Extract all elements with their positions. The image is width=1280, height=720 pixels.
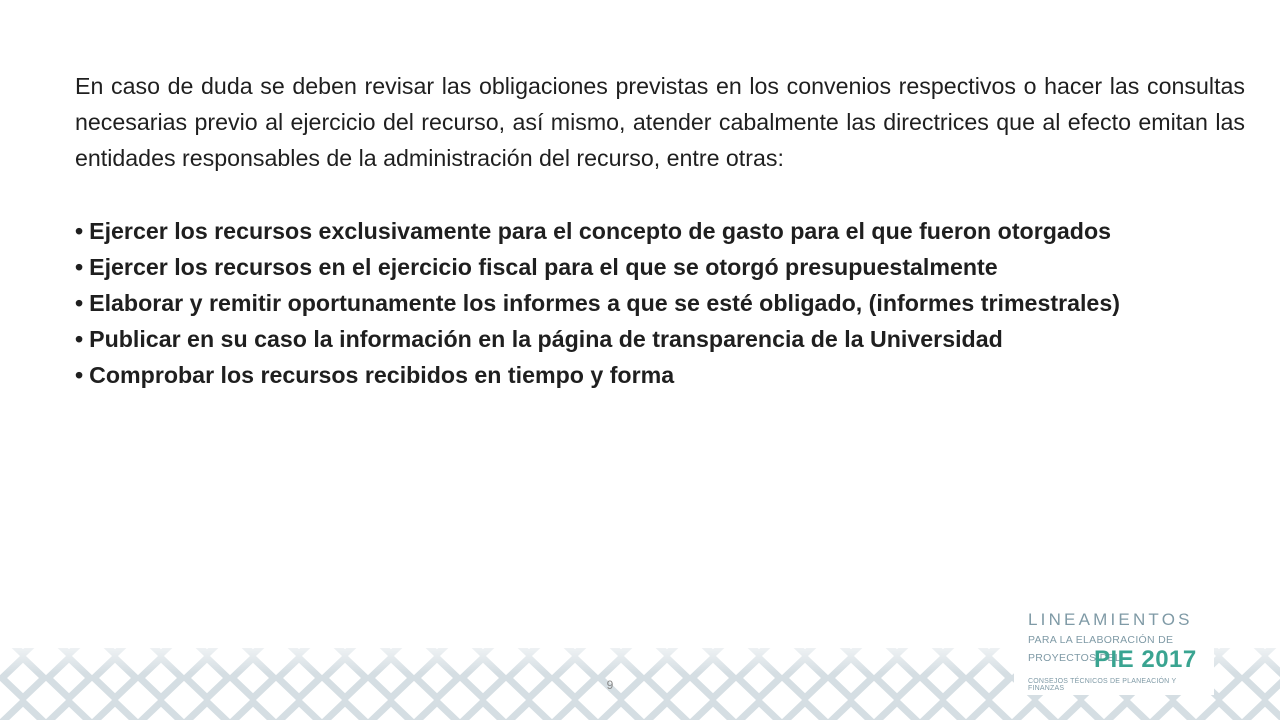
logo-pie-2017: PIE 2017	[1094, 646, 1197, 673]
bullet-list	[75, 213, 1245, 394]
bullet-item	[75, 285, 1245, 321]
lineamientos-logo	[1014, 600, 1214, 695]
logo-line-2: PARA LA ELABORACIÓN DE	[1028, 634, 1174, 646]
bullet-item	[75, 213, 1245, 249]
slide-content	[75, 68, 1245, 394]
bullet-dot: •	[75, 290, 84, 317]
bullet-dot: •	[75, 362, 84, 389]
logo-line-3: PROYECTOS DEL	[1028, 652, 1121, 664]
bullet-dot: •	[75, 217, 84, 244]
bullet-text: Ejercer los recursos en el ejercicio fiscal para el que se otorgó presupuestalmente	[89, 253, 998, 280]
bullet-text: Ejercer los recursos exclusivamente para el concepto de gasto para el que fueron otorgados	[89, 217, 1112, 244]
spacer	[75, 177, 1245, 213]
bullet-item	[75, 357, 1245, 393]
logo-line-4: CONSEJOS TÉCNICOS DE PLANEACIÓN Y FINANZAS	[1028, 678, 1177, 692]
bullet-text: Elaborar y remitir oportunamente los informes a que se esté obligado, (informes trimestrales)	[89, 290, 1120, 317]
bullet-item	[75, 321, 1245, 357]
bullet-dot: •	[75, 253, 84, 280]
bullet-item	[75, 249, 1245, 285]
bullet-dot: •	[75, 326, 84, 353]
body-paragraph: En caso de duda se deben revisar las obligaciones previstas en los convenios respectivos o hacer las consultas necesarias previo al ejercicio del recurso, así mismo, atender cabalmente las directrices que al efecto emitan las entidades responsables de la administración del recurso, entre otras:	[75, 73, 1245, 172]
page-number: 9	[606, 678, 614, 692]
bullet-text: Comprobar los recursos recibidos en tiempo y forma	[89, 362, 675, 389]
logo-line-1: LINEAMIENTOS	[1028, 610, 1193, 629]
bullet-text: Publicar en su caso la información en la página de transparencia de la Universidad	[89, 326, 1003, 353]
